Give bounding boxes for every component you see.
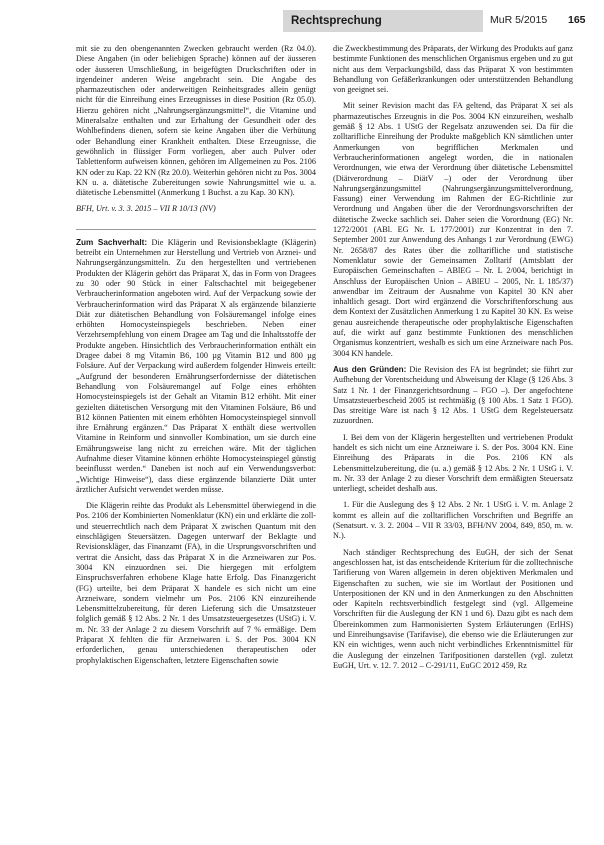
court-citation: BFH, Urt. v. 3. 3. 2015 – VII R 10/13 (NV) bbox=[76, 204, 216, 214]
journal-citation: MuR 5/2015 bbox=[490, 14, 548, 26]
left-column bbox=[76, 44, 316, 672]
paragraph-guiding-principle: mit sie zu den obengenannten Zwecken gebraucht werden (Rz 04.0). Diese Angaben (in oder beliebigen Sprache) können auf der äusseren oder äusseren Umschließung, in beigefügten Druckschriften oder in irgendeiner anderen Weise angebracht sein. Die Angabe des pharmazeutischen oder anderweitigen Reinheitsgrades allein genügt nicht für die Einreihung eines Erzeugnisses in diese Position (Rz 05.0). Hierzu gehören nicht „Nahrungsergänzungsmittel“, die Vitamine und Mineralsalze enthalten und zur Erhaltung der Gesundheit oder des Wohlbefindens dienen, sofern sie keine Angaben über die Verhütung oder Behandlung einer Krankheit enthalten. Diese Erzeugnisse, die gewöhnlich in flüssiger Form vorliegen, aber auch Pulver oder Tablettenform aufweisen können, gehören im Allgemeinen zu Pos. 2106 KN oder zu Kap. 22 KN (Rz 20.0). Weiterhin gehören nicht zu Pos. 3004 KN u. a. diätetische Zubereitungen sowie Nahrungsmittel wie u. a. diätetische Lebensmittel (Anmerkung 1 Buchst. a zu Kap. 30 KN). bbox=[76, 44, 316, 198]
paragraph-reasons bbox=[333, 365, 573, 427]
facts-heading: Zum Sachverhalt: bbox=[76, 237, 148, 247]
reasons-text: Die Revision des FA ist begründet; sie führt zur Aufhebung der Vorentscheidung und Abweisung der Klage (§ 126 Abs. 3 Satz 1 Nr. 1 der Finanzgerichtsordnung – FGO –). Der angefochtene Umsatzsteuerbescheid 2005 ist rechtmäßig (§ 100 Abs. 1 Satz 1 FGO). Das streitige Ware ist nach § 12 Abs. 1 UStG dem Regelsteuersatz zuzuordnen. bbox=[333, 364, 574, 426]
reasons-heading: Aus den Gründen: bbox=[333, 364, 407, 374]
paragraph-continued: die Zweckbestimmung des Präparats, der Wirkung des Produkts auf ganz bestimmte Funktionen des menschlichen Organismus ergeben und zu gut nicht aus dem Verpackungsbild, dass das Präparat X von bestimmten Behandlung von Gefäßerkrankungen oder unterstützenden Behandlung von geeignet sei. bbox=[333, 44, 573, 95]
section-rubric: Rechtsprechung bbox=[283, 10, 483, 32]
paragraph-reasons-2: 1. Für die Auslegung des § 12 Abs. 2 Nr. 1 UStG i. V. m. Anlage 2 kommt es allein auf die zolltariflichen Vorschriften und Begriffe an (Senatsurt. v. 3. 2. 2004 – VII R 33/03, BFH/NV 2004, 849, 850, m. w. N.). bbox=[333, 500, 573, 541]
paragraph-revision: Mit seiner Revision macht das FA geltend, das Präparat X sei als pharmazeutisches Erzeugnis in die Pos. 3004 KN einzureihen, weshalb gemäß § 12 Abs. 1 UStG der Regelsatz anzuwenden sei. Da für die zolltarifliche Einreihung der Produkte maßgeblich KN sämtlichen unter Anmerkungen von begrifflichen Merkmalen und Verbraucherinformationen angelegt worden, die in nationalen Verordnungen, wie etwa der Verordnung über diätetische Lebensmittel (Diätverordnung – DiätV –) oder der Verordnung über Nahrungsergänzungsmittel (Nahrungsergänzungsmittelverordnung, Fassung) einer Verwendung im Rahmen der EG-Richtlinie zur Verordnung und Angaben über die der Verordnungsvorschriften der diätetische Zwecke sachlich sei. Daher seien die Vorordnung (EG) Nr. 1272/2001 (ABl. EG Nr. L 177/2001) zur Konzentrat in den 7. September 2001 zur Anwendung des Anhangs 1 zur Verordnung (EWG) Nr. 2658/87 des Rates über die zolltarifliche und statistische Nomenklatur sowie der Gemeinsamen Zolltarif (Amtsblatt der Europäischen Gemeinschaften – ABlEG – Nr. L 2/004, berichtigt in Anschluss der Europäischen Union – ABlEU – 2005, Nr. L 185/37) anwendbar im Zeitraum der Ausnahme von Kapitel 30 KN aber inhaltlich gesagt. Dort wird ergänzend die Vorschriftenforschung aus dem Kontext der Zusätzlichen Anmerkung 1 zu Kapitel 30 KN. Es weise genau ausreichende therapeutische oder prophylaktische Eigenschaften auf, die wirkt auf ganz bestimmte Funktionen des menschlichen Organismus konzentriert, weshalb es sich um eine Arzneiware nach Pos. 3004 KN handele. bbox=[333, 101, 573, 358]
divider bbox=[76, 229, 316, 230]
right-column bbox=[333, 44, 573, 677]
facts-text: Die Klägerin und Revisionsbeklagte (Klägerin) betreibt ein Unternehmen zur Herstellung und Vertrieb von Arznei- und Nahrungsergänzungsmitteln. Zu den hergestellten und vertriebenen Produkten der Klägerin gehört das Präparat X, das in Form von Dragees zu 30 oder 90 Stück in einer Faltschachtel mit beigegebener Verbraucherinformation angeboten wird. Auf der Verpackung sowie der Verbraucherinformation wird das Präparat X als ergänzende bilanzierte Diät zur diätetischen Behandlung von Folsäuremangel infolge eines erhöhten Homocysteinspiegels beschrieben. Neben einer Verzehrsempfehlung von einem Dragee am Tag und die Inhaltsstoffe der Produkte angeben. Hinsichtlich des Verbraucherinformation enthält ein Dragee dabei 8 mg Vitamin B6, 100 µg Vitamin B12 und 800 µg Folsäure. Auf der Verpackung wird außerdem folgender Hinweis erteilt: „Aufgrund der besonderen Ernährungserfordernisse der diätetischen Behandlung von Folsäuremangel auf Folge eines erhöhten Homocysteinspiegels ist der Gehalt an Vitamin B12 erhöht. Mit einer gezielten diätetischen Versorgung mit den Vitaminen Folsäure, B6 und B12 können Patienten mit einem erhöhten Homocysteinspiegel sinnvoll ihre Ernährung ergänzen.“ Das Präparat X enthält diese wertvollen Vitamine in Reinform und sinnvoller Kombination, um sie durch eine Ernährungsweise lang nicht zu erreichen wäre. Mit der täglichen Aufnahme dieser Vitamine können erhöhte Homocysteinspiegel günstig beeinflusst werden.“ Daneben ist noch auf ein Verwendungsverbot: „Wichtige Hinweise“), dass diese ergänzende bilanzierte Diät unter ärztlicher Aufsicht verwendet werden müsse. bbox=[76, 237, 317, 494]
paragraph-reasons-1: I. Bei dem von der Klägerin hergestellten und vertriebenen Produkt handelt es sich nicht um eine Arzneiware i. S. der Pos. 3004 KN. Eine Einreihung des Präparats in die Pos. 2106 KN als Lebensmittelzubereitung, die (u. a.) gemäß § 12 Abs. 2 Nr. 1 UStG i. V. m. Nr. 33 der Anlage 2 zu dieser Vorschrift dem ermäßigten Steuersatz unterliegt, scheidet deshalb aus. bbox=[333, 432, 573, 494]
page-header bbox=[0, 0, 604, 40]
page-number: 165 bbox=[568, 14, 586, 26]
paragraph-facts-2: Die Klägerin reihte das Produkt als Lebensmittel überwiegend in die Pos. 2106 der Kombinierten Nomenklatur (KN) ein und erklärte die zoll- und steuerrechtlich nach dem Präparat X zwischen Quantum mit den einschlägigen Steuersätzen. Dagegen unterwarf der Beklagte und Revisionskläger, das Finanzamt (FA), in die Ursprungsvorschriften und vertrat die Ansicht, dass das Präparat X in die Arzneiwaren zur Pos. 3004 KN einzuordnen sei. Die hiergegen mit erfolgtem Einspruchsverfahren erhobene Klage hatte Erfolg. Das Finanzgericht (FG) urteilte, bei dem Präparat X handele es sich nicht um eine Arzneiware, sondern vielmehr um Pos. 2106 KN einzureihende Lebensmittelzubereitung, für deren Lieferung sich die Umsatzsteuer folglich gemäß § 12 Abs. 2 Nr. 1 des Umsatzsteuergesetzes (UStG) i. V. m. Nr. 33 der Anlage 2 zu diesem Vorschrift auf 7 % ermäßige. Dem Präparat X fehlten die für Arzneiwaren i. S. der Pos. 3004 KN erforderlichen, genau unterschiedenen therapeutischen oder prophylaktischen Eigenschaften, letztere Eigenschaften sowie bbox=[76, 501, 316, 665]
paragraph-reasons-3: Nach ständiger Rechtsprechung des EuGH, der sich der Senat angeschlossen hat, ist das entscheidende Kriterium für die zolltechnische Tarifierung von Waren allgemein in deren objektiven Merkmalen und Eigenschaften zu suchen, wie sie im Wortlaut der Positionen und Unterpositionen der KN und in den Anmerkungen zu den Abschnitten oder Kapiteln rechtsverbindlich festgelegt sind (vgl. Allgemeine Vorschriften für die Auslegung der KN 1 und 6). Dazu gibt es nach dem Übereinkommen zum Harmonisierten System Erläuterungen (ErlHS) und Einreihungsavise (Tarifavise), die ebenso wie die Erläuterungen zur KN ein wichtiges, wenn auch nicht verbindliches Erkenntnismittel für die Auslegung der einzelnen Tarifpositionen darstellen (vgl. zuletzt EuGH, Urt. v. 12. 7. 2012 – C-291/11, EuGC 2012 459, Rz bbox=[333, 547, 573, 670]
paragraph-facts bbox=[76, 238, 316, 495]
